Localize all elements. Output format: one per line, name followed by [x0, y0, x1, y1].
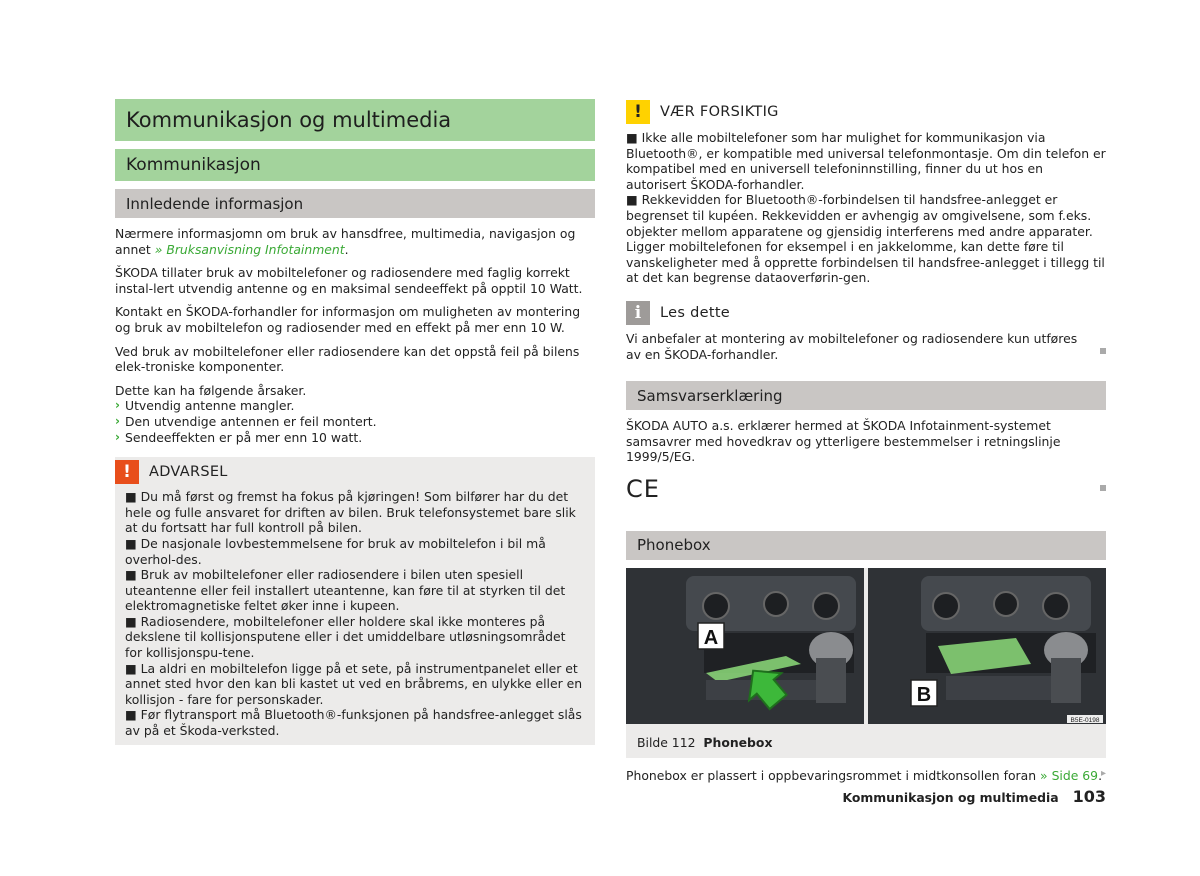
list-item: ■ Bruk av mobiltelefoner eller radiosendere i bilen uten spesiell uteantenne eller feil installert uteantenne, kan føre til at styrken til det elektromagnetiske feltet øker inne i kupeen. — [125, 567, 566, 614]
note-box — [626, 300, 1106, 362]
footer-chapter-title: Kommunikasjon og multimedia — [842, 790, 1059, 805]
caution-list — [626, 130, 1106, 286]
warning-title: ADVARSEL — [149, 464, 228, 481]
caution-icon: ! — [626, 100, 650, 124]
figure-label-b: B — [916, 683, 932, 706]
declaration-heading: Samsvarserklæring — [626, 381, 1106, 410]
list-item: ■ Rekkevidden for Bluetooth®-forbindelsen til handsfree-anlegget er begrenset til kupéen. Rekkevidden er avhengig av omgivelsene, som f.eks. objekter mellom apparatene og gjensidig interferens med andre apparater. Ligger mobiltelefonen for eksempel i en jakkelomme, kan dette føre til vanskeligheter med å opprette forbindelsen til handsfree-anlegget i tillegg til at det kan begrense dataoverførin-gen. — [626, 192, 1105, 286]
figure-caption — [626, 728, 1106, 754]
causes-list — [115, 398, 595, 445]
chapter-heading: Kommunikasjon og multimedia — [115, 99, 595, 141]
phonebox-heading: Phonebox — [626, 531, 1106, 560]
right-column — [626, 99, 1106, 784]
list-item: ■ De nasjonale lovbestemmelsene for bruk av mobiltelefon i bil må overhol-des. — [125, 535, 546, 567]
warning-icon: ! — [115, 460, 139, 484]
figure-code: B5E-0198 — [1070, 716, 1100, 724]
left-column — [115, 99, 595, 745]
figure-title: Phonebox — [703, 734, 773, 750]
note-title: Les dette — [660, 304, 731, 321]
phonebox-figure — [626, 568, 1106, 724]
paragraph-faults: Ved bruk av mobiltelefoner eller radiosendere kan det oppstå feil på bilens elek-troniske komponenter. — [115, 343, 580, 375]
subsection-heading: Innledende informasjon — [115, 189, 595, 218]
caution-box — [626, 99, 1106, 286]
list-item: ■ Før flytransport må Bluetooth®-funksjonen på handsfree-anlegget slås av på et Škoda-verksted. — [125, 707, 582, 739]
intro-end: . — [344, 241, 349, 257]
paragraph-allowance: ŠKODA tillater bruk av mobiltelefoner og radiosendere med faglig korrekt instal-lert utvendig antenne og en maksimal sendeeffekt på opptil 10 Watt. — [115, 265, 583, 296]
side-69-link[interactable]: » Side 69 — [1040, 767, 1099, 783]
page-number: 103 — [1072, 787, 1106, 806]
figure-number: Bilde 112 — [637, 734, 696, 750]
chevron-right-icon: › — [115, 413, 120, 428]
chevron-right-icon: › — [115, 398, 120, 413]
infotainment-manual-link[interactable]: » Bruksanvisning Infotainment — [154, 241, 345, 257]
list-item: › Den utvendige antennen er feil montert. — [115, 413, 377, 429]
ce-mark: CE — [626, 474, 660, 503]
note-header — [626, 300, 1106, 326]
end-marker-icon — [1100, 485, 1106, 491]
figure-box — [626, 568, 1106, 758]
intro-paragraph — [115, 226, 595, 257]
info-icon: i — [626, 301, 650, 325]
list-item: ■ Du må først og fremst ha fokus på kjøringen! Som bilfører har du det hele og fulle ansvaret for driften av bilen. Bruk telefonsystemet bare slik at du fortsatt har full kontroll på bilen. — [125, 489, 576, 536]
caution-title: VÆR FORSIKTIG — [660, 104, 779, 120]
list-item: › Sendeeffekten er på mer enn 10 watt. — [115, 429, 363, 445]
paragraph-contact: Kontakt en ŠKODA-forhandler for informasjon om muligheten av montering og bruk av mobiltelefon og radiosender med en effekt på mer enn 10 W. — [115, 304, 581, 335]
warning-list — [115, 489, 585, 739]
list-item: ■ Ikke alle mobiltelefoner som har mulighet for kommunikasjon via Bluetooth®, er kompatible med universal telefonmontasje. Om din telefon er kompatibel med en universell telefoninnstilling, finner du ut hos en autorisert ŠKODA-forhandler. — [626, 130, 1106, 192]
list-item: ■ La aldri en mobiltelefon ligge på et sete, på instrumentpanelet eller et annet sted hvor den kan bli kastet ut ved en bråbrems, en ulykke eller en kollisjon - fare for personskader. — [125, 660, 583, 707]
note-text: Vi anbefaler at montering av mobiltelefoner og radiosendere kun utføres av en ŠKODA-forhandler. — [626, 330, 1078, 362]
intro-text: Nærmere informasjomn om bruk av hansdfree, multimedia, navigasjon og annet — [115, 226, 576, 257]
list-item: › Utvendig antenne mangler. — [115, 398, 295, 414]
continue-arrow-icon: ▸ — [1100, 767, 1106, 779]
chevron-right-icon: › — [115, 429, 120, 444]
phonebox-paragraph: Phonebox er plassert i oppbevaringsrommet i midtkonsollen foran » Side 69. — [626, 767, 1103, 783]
page-footer — [842, 787, 1106, 806]
section-heading: Kommunikasjon — [115, 149, 595, 181]
end-marker-icon — [1100, 348, 1106, 354]
warning-box — [115, 457, 595, 745]
figure-label-a: A — [703, 626, 719, 649]
declaration-text: ŠKODA AUTO a.s. erklærer hermed at ŠKODA Infotainment-systemet samsavrer med hovedkrav og ytterligere bestemmelser i retningslinje 1999/5/EG. — [626, 418, 1061, 465]
warning-header — [115, 459, 585, 485]
paragraph-causes: Dette kan ha følgende årsaker. — [115, 382, 307, 398]
list-item: ■ Radiosendere, mobiltelefoner eller holdere skal ikke monteres på dekslene til kollisjonsputene eller i det umiddelbare utløsningsområdet for kollisjonspu-tene. — [125, 613, 566, 661]
caution-header — [626, 99, 1106, 125]
